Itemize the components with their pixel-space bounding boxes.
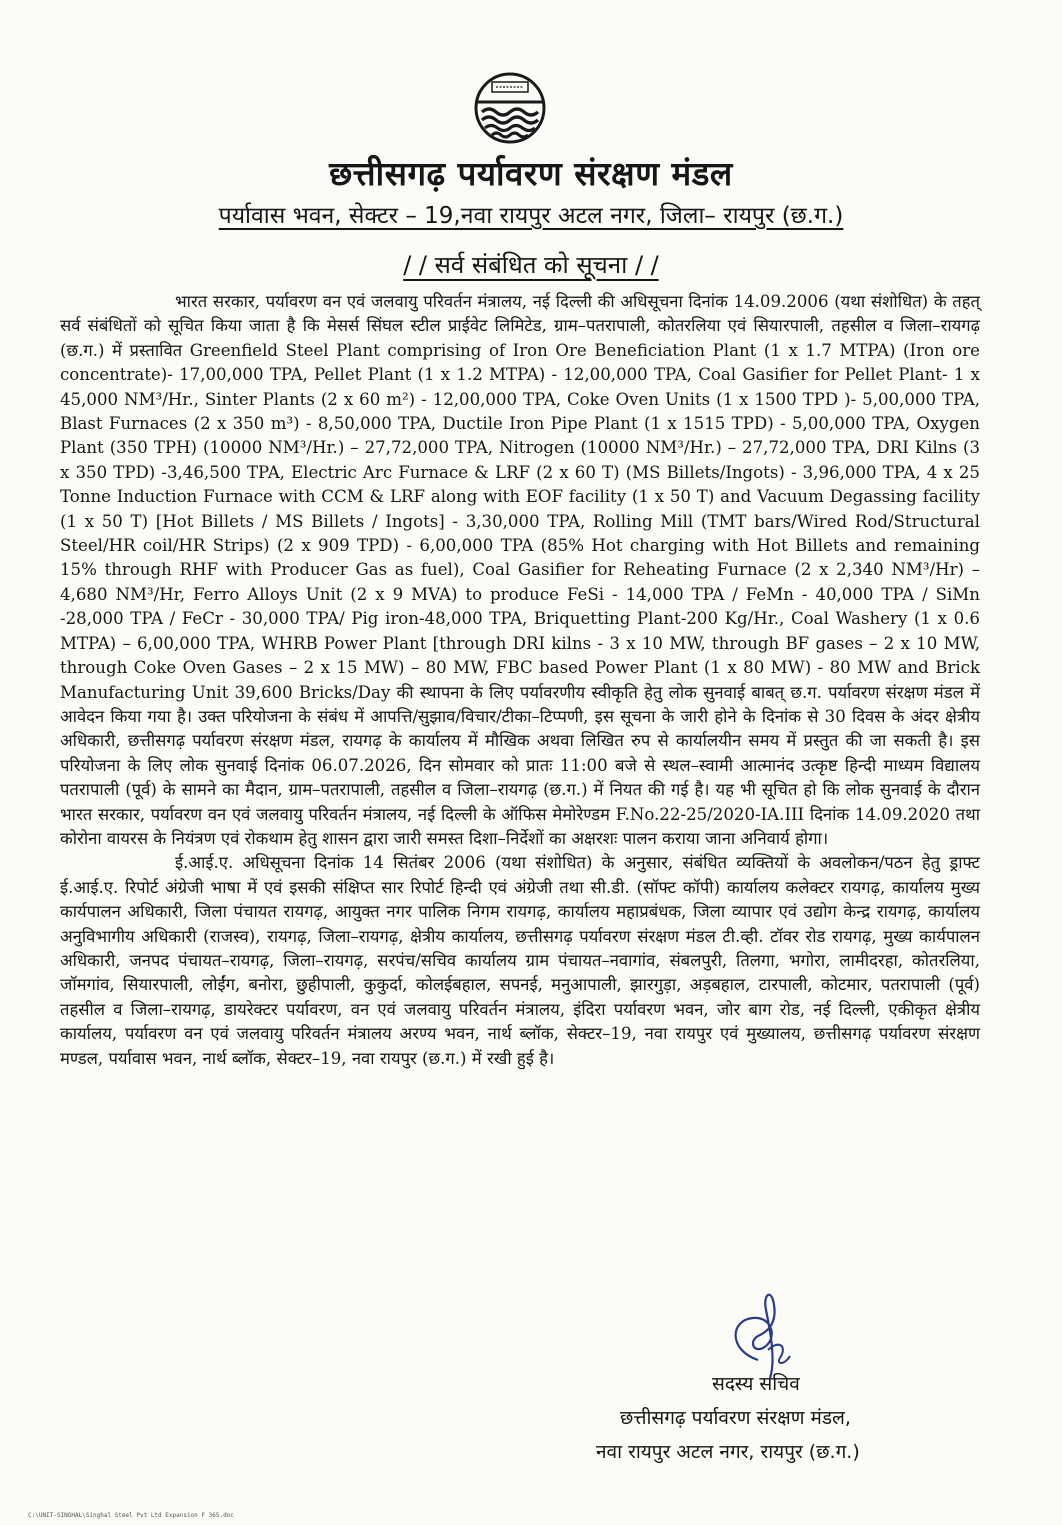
signatory-organization: छत्तीसगढ़ पर्यावरण संरक्षण मंडल, bbox=[620, 1407, 851, 1429]
notice-body bbox=[60, 290, 980, 1071]
board-emblem-icon bbox=[470, 62, 550, 154]
notice-heading: / / सर्व संबंधित को सूचना / / bbox=[403, 251, 659, 279]
notice-paragraph-2: ई.आई.ए. अधिसूचना दिनांक 14 सितंबर 2006 (यथा संशोधित) के अनुसार, संबंधित व्यक्तियों के अवलोकन/पठन हेतु ड्राफ्ट ई.आई.ए. रिपोर्ट अंग्रेजी भाषा में एवं इसकी संक्षिप्त सार रिपोर्ट हिन्दी एवं अंग्रेजी तथा सी.डी. (सॉफ्ट कॉपी) कार्यालय कलेक्टर रायगढ़, कार्यालय मुख्य कार्यपालन अधिकारी, जिला पंचायत रायगढ़, आयुक्त नगर पालिक निगम रायगढ़, कार्यालय महाप्रबंधक, जिला व्यापार एवं उद्योग केन्द्र रायगढ़, कार्यालय अनुविभागीय अधिकारी (राजस्व), रायगढ़, जिला–रायगढ़, क्षेत्रीय कार्यालय, छत्तीसगढ़ पर्यावरण संरक्षण मंडल टी.व्ही. टॉवर रोड रायगढ़, मुख्य कार्यपालन अधिकारी, जनपद पंचायत–रायगढ़, जिला–रायगढ़, सरपंच/सचिव कार्यालय ग्राम पंचायत–नवागांव, संबलपुरी, तिलगा, भगोरा, लामीदरहा, कोतरलिया, जॉमगांव, सियारपाली, लोईंग, बनोरा, छुहीपाली, कुकुर्दा, कोलईबहाल, सपनई, मनुआपाली, झारगुड़ा, अड़बहाल, टारपाली, कोटमार, पतरापाली (पूर्व) तहसील व जिला–रायगढ़, डायरेक्टर पर्यावरण, वन एवं जलवायु परिवर्तन मंत्रालय, इंदिरा पर्यावरण भवन, जोर बाग रोड, नई दिल्ली, एकीकृत क्षेत्रीय कार्यालय, पर्यावरण वन एवं जलवायु परिवर्तन मंत्रालय अरण्य भवन, नार्थ ब्लॉक, सेक्टर–19, नवा रायपुर एवं मुख्यालय, छत्तीसगढ़ पर्यावरण संरक्षण मण्डल, पर्यावास भवन, नार्थ ब्लॉक, सेक्टर–19, नवा रायपुर (छ.ग.) में रखी हुई है। bbox=[60, 853, 980, 1068]
notice-paragraph-1: भारत सरकार, पर्यावरण वन एवं जलवायु परिवर्तन मंत्रालय, नई दिल्ली की अधिसूचना दिनांक 14.09.2006 (यथा संशोधित) के तहत् सर्व संबंधितों को सूचित किया जाता है कि मेसर्स सिंघल स्टील प्राईवेट लिमिटेड, ग्राम–पतरापाली, कोतरलिया एवं सियारपाली, तहसील व जिला–रायगढ़ (छ.ग.) में प्रस्तावित Greenfield Steel Plant comprising of Iron Ore Beneficiation Plant (1 x 1.7 MTPA) (Iron ore concentrate)- 17,00,000 TPA, Pellet Plant (1 x 1.2 MTPA) - 12,00,000 TPA, Coal Gasifier for Pellet Plant- 1 x 45,000 NM³/Hr., Sinter Plants (2 x 60 m²) - 12,00,000 TPA, Coke Oven Units (1 x 1500 TPD )- 5,00,000 TPA, Blast Furnaces (2 x 350 m³) - 8,50,000 TPA, Ductile Iron Pipe Plant (1 x 1515 TPD) - 5,00,000 TPA, Oxygen Plant (350 TPH) (10000 NM³/Hr.) – 27,72,000 TPA, Nitrogen (10000 NM³/Hr.) – 27,72,000 TPA, DRI Kilns (3 x 350 TPD) -3,46,500 TPA, Electric Arc Furnace & LRF (2 x 60 T) (MS Billets/Ingots) - 3,96,000 TPA, 4 x 25 Tonne Induction Furnace with CCM & LRF along with EOF facility (1 x 50 T) and Vacuum Degassing facility (1 x 50 T) [Hot Billets / MS Billets / Ingots] - 3,30,000 TPA, Rolling Mill (TMT bars/Wired Rod/Structural Steel/HR coil/HR Strips) (2 x 909 TPD) - 6,00,000 TPA (85% Hot charging with Hot Billets and remaining 15% through RHF with Producer Gas as fuel), Coal Gasifier for Reheating Furnace (2 x 2,340 NM³/Hr) – 4,680 NM³/Hr, Ferro Alloys Unit (2 x 9 MVA) to produce FeSi - 14,000 TPA / FeMn - 40,000 TPA / SiMn -28,000 TPA / FeCr - 30,000 TPA/ Pig iron-48,000 TPA, Briquetting Plant-200 Kg/Hr., Coal Washery (1 x 0.6 MTPA) – 6,00,000 TPA, WHRB Power Plant [through DRI kilns - 3 x 10 MW, through BF gases – 2 x 10 MW, through Coke Oven Gases – 2 x 15 MW) – 80 MW, FBC based Power Plant (1 x 80 MW) - 80 MW and Brick Manufacturing Unit 39,600 Bricks/Day की स्थापना के लिए पर्यावरणीय स्वीकृति हेतु लोक सुनवाई बाबत् छ.ग. पर्यावरण संरक्षण मंडल में आवेदन किया गया है। उक्त परियोजना के संबंध में आपत्ति/सुझाव/विचार/टीका–टिप्पणी, इस सूचना के जारी होने के दिनांक से 30 दिवस के अंदर क्षेत्रीय अधिकारी, छत्तीसगढ़ पर्यावरण संरक्षण मंडल, रायगढ़ के कार्यालय में मौखिक अथवा लिखित रुप से कार्यालयीन समय में प्रस्तुत की जा सकती है। इस परियोजना के लिए लोक सुनवाई दिनांक 06.07.2026, दिन सोमवार को प्रातः 11:00 बजे से स्थल–स्वामी आत्मानंद उत्कृष्ट हिन्दी माध्यम विद्यालय पतरापाली (पूर्व) के सामने का मैदान, ग्राम–पतरापाली, तहसील व जिला–रायगढ़ (छ.ग.) में नियत की गई है। यह भी सूचित हो कि लोक सुनवाई के दौरान भारत सरकार, पर्यावरण वन एवं जलवायु परिवर्तन मंत्रालय, नई दिल्ली के ऑफिस मेमोरेण्डम F.No.22-25/2020-IA.III दिनांक 14.09.2020 तथा कोरोना वायरस के नियंत्रण एवं रोकथाम हेतु शासन द्वारा जारी समस्त दिशा–निर्देशों का अक्षरशः पालन कराया जाना अनिवार्य होगा। bbox=[60, 292, 980, 848]
signatory-place: नवा रायपुर अटल नगर, रायपुर (छ.ग.) bbox=[596, 1441, 860, 1463]
organization-title: छत्तीसगढ़ पर्यावरण संरक्षण मंडल bbox=[329, 154, 733, 193]
footer-file-reference: C:\UNIT-SINGHAL\Singhal Steel Pvt Ltd Expansion F 365.doc bbox=[28, 1512, 234, 1519]
signatory-title: सदस्य सचिव bbox=[712, 1373, 800, 1395]
organization-address: पर्यावास भवन, सेक्टर – 19,नवा रायपुर अटल नगर, जिला– रायपुर (छ.ग.) bbox=[218, 203, 844, 229]
